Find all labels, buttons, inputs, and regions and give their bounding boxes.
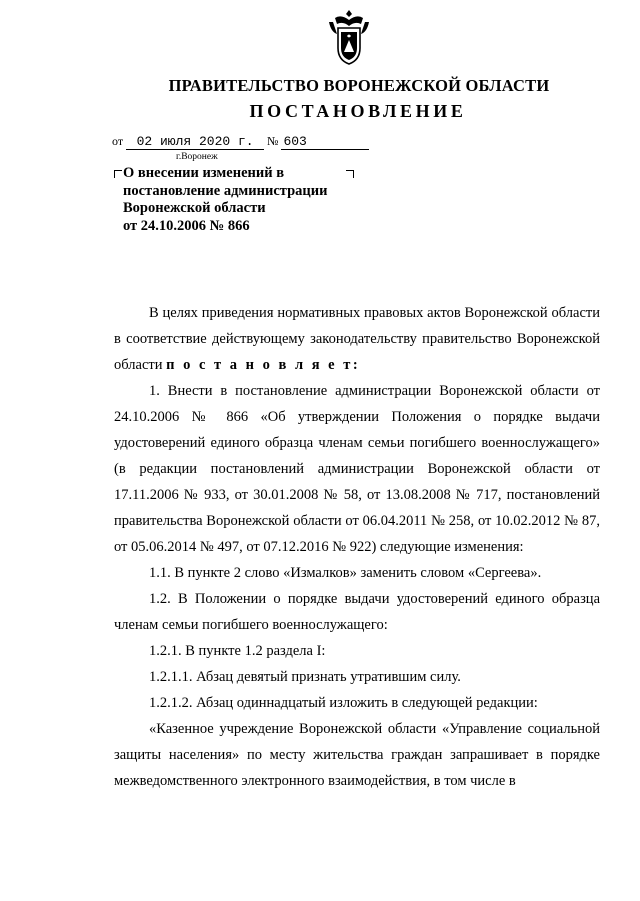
subject-corner-left xyxy=(114,170,122,178)
document-body xyxy=(114,300,600,794)
preamble-text: В целях приведения нормативных правовых актов Воронежской области в соответствие действующему законодательству правительство Воронежской области xyxy=(114,305,600,373)
document-subject xyxy=(123,165,353,235)
body-paragraph: 1. Внести в постановление администрации Воронежской области от 24.10.2006 № 866 «Об утверждении Положения о порядке выдачи удостоверений единого образца членам семьи погибшего военнослужащего» (в редакции постановлений администрации Воронежской области от 17.11.2006 № 933, от 30.01.2008 № 58, от 13.08.2008 № 717, постановлений правительства Воронежской области от 06.04.2011 № 258, от 10.02.2012 № 87, от 05.06.2014 № 497, от 07.12.2016 № 922) следующие изменения: xyxy=(114,383,600,555)
number-label: № xyxy=(267,134,279,148)
document-number xyxy=(267,134,369,150)
city-label: г.Воронеж xyxy=(176,152,218,162)
body-paragraph: 1.2.1. В пункте 1.2 раздела I: xyxy=(149,643,326,659)
number-value: 603 xyxy=(281,134,369,150)
body-paragraph: 1.2.1.1. Абзац девятый признать утратившим силу. xyxy=(149,669,461,685)
date-value: 02 июля 2020 г. xyxy=(126,134,264,150)
document-type: ПОСТАНОВЛЕНИЕ xyxy=(249,101,467,121)
subject-line: постановление администрации xyxy=(123,182,328,199)
subject-line: от 24.10.2006 № 866 xyxy=(123,217,250,234)
date-label: от xyxy=(112,134,124,148)
resolves-word: п о с т а н о в л я е т: xyxy=(166,357,361,373)
body-paragraph: 1.2.1.2. Абзац одиннадцатый изложить в следующей редакции: xyxy=(149,695,538,711)
body-paragraph: 1.1. В пункте 2 слово «Измалков» заменить словом «Сергеева». xyxy=(149,565,542,581)
body-paragraph: 1.2. В Положении о порядке выдачи удостоверений единого образца членам семьи погибшего военнослужащего: xyxy=(114,591,600,633)
coat-of-arms-icon xyxy=(327,8,371,66)
subject-line: Воронежской области xyxy=(123,200,266,216)
preamble-paragraph xyxy=(114,300,600,378)
subject-line: О внесении изменений в xyxy=(123,165,285,181)
document-date xyxy=(112,134,264,150)
body-paragraph: «Казенное учреждение Воронежской области «Управление социальной защиты населения» по месту жительства граждан запрашивает в порядке межведомственного электронного взаимодействия, в том числе в xyxy=(114,721,600,789)
organization-title: ПРАВИТЕЛЬСТВО ВОРОНЕЖСКОЙ ОБЛАСТИ xyxy=(168,76,550,95)
